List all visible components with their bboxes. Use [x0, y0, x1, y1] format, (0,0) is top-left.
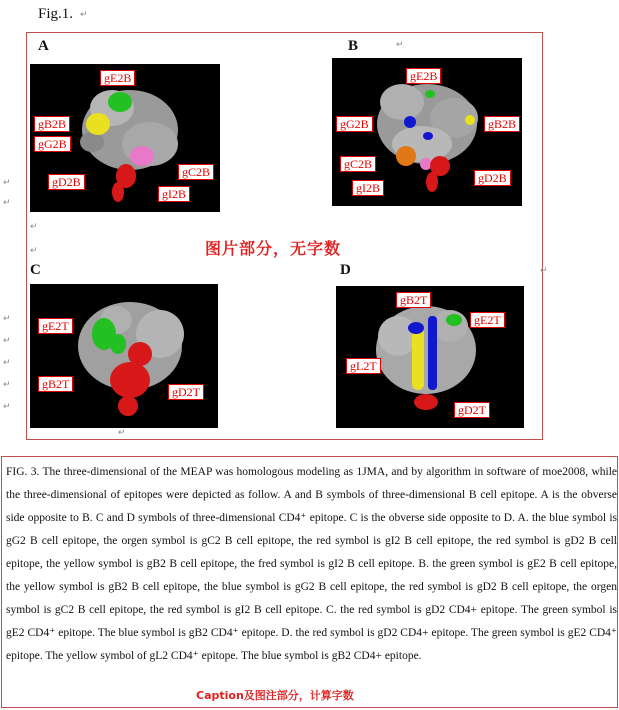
- panel-c-image: [30, 284, 218, 428]
- label-gc2b: gC2B: [178, 164, 214, 180]
- paragraph-mark: ↵: [80, 10, 88, 20]
- label-gd2t: gD2T: [168, 384, 204, 400]
- label-gb2t: gB2T: [396, 292, 431, 308]
- paragraph-mark: ↵: [3, 336, 11, 346]
- paragraph-mark: ↵: [118, 428, 126, 438]
- label-gb2t: gB2T: [38, 376, 73, 392]
- paragraph-mark: ↵: [3, 402, 11, 412]
- paragraph-mark: ↵: [3, 178, 11, 188]
- panel-b-letter: B: [348, 38, 359, 54]
- label-gb2b: gB2B: [34, 116, 70, 132]
- label-gi2b: gI2B: [158, 186, 190, 202]
- label-gb2b: gB2B: [484, 116, 520, 132]
- paragraph-mark: ↵: [3, 314, 11, 324]
- panel-d-letter: D: [340, 262, 351, 278]
- label-ge2b: gE2B: [100, 70, 135, 86]
- panel-c-letter: C: [30, 262, 41, 278]
- caption-section-note: Caption及图注部分，计算字数: [196, 689, 354, 702]
- paragraph-mark: ↵: [396, 40, 404, 50]
- figure-label: Fig.1.: [38, 6, 74, 22]
- label-gd2b: gD2B: [48, 174, 85, 190]
- figure-caption: FIG. 3. The three-dimensional of the MEAP was homologous modeling as 1JMA, and by algorithm in software of moe2008, while the three-dimensional of epitopes were depicted as follow. A and B symbols of three-dimensional B cell epitope. A is the obverse side opposite to B. C and D symbols of three-dimensional CD4⁺ epitope. C is the obverse side opposite to D. A. the blue symbol is gG2 B cell epitope, the orgen symbol is gC2 B cell epitope, the red symbol is gI2 B cell epitope, the red symbol is gD2 B cell epitope, the yellow symbol is gB2 B cell epitope, the fred symbol is gI2 B cell epitope. B. the green symbol is gE2 B cell epitope, the yellow symbol is gB2 B cell epitope, the blue symbol is gG2 B cell epitope, the red symbol is gD2 B cell epitope, the orgen symbol is gC2 B cell epitope, the red symbol is gI2 B cell epitope. C. the red symbol is gD2 CD4+ epitope. The green symbol is gE2 CD4⁺ epitope. The blue symbol is gB2 CD4⁺ epitope. D. the red symbol is gD2 CD4+ epitope. The green symbol is gE2 CD4⁺ epitope. The yellow symbol of gL2 CD4⁺ epitope. The blue symbol is gB2 CD4+ epitope.: [6, 466, 617, 662]
- paragraph-mark: ↵: [3, 380, 11, 390]
- image-section-note: 图片部分，无字数: [205, 239, 342, 258]
- label-ge2b: gE2B: [406, 68, 441, 84]
- label-gc2b: gC2B: [340, 156, 376, 172]
- label-gd2b: gD2B: [474, 170, 511, 186]
- label-gi2b: gI2B: [352, 180, 384, 196]
- label-gd2t: gD2T: [454, 402, 490, 418]
- label-gg2b: gG2B: [336, 116, 373, 132]
- label-ge2t: gE2T: [38, 318, 73, 334]
- paragraph-mark: ↵: [30, 246, 38, 256]
- label-ge2t: gE2T: [470, 312, 505, 328]
- label-gg2b: gG2B: [34, 136, 71, 152]
- caption-frame: [1, 456, 618, 708]
- panel-a-letter: A: [38, 38, 49, 54]
- paragraph-mark: ↵: [3, 358, 11, 368]
- paragraph-mark: ↵: [540, 266, 548, 276]
- paragraph-mark: ↵: [30, 222, 38, 232]
- label-gl2t: gL2T: [346, 358, 381, 374]
- paragraph-mark: ↵: [3, 198, 11, 208]
